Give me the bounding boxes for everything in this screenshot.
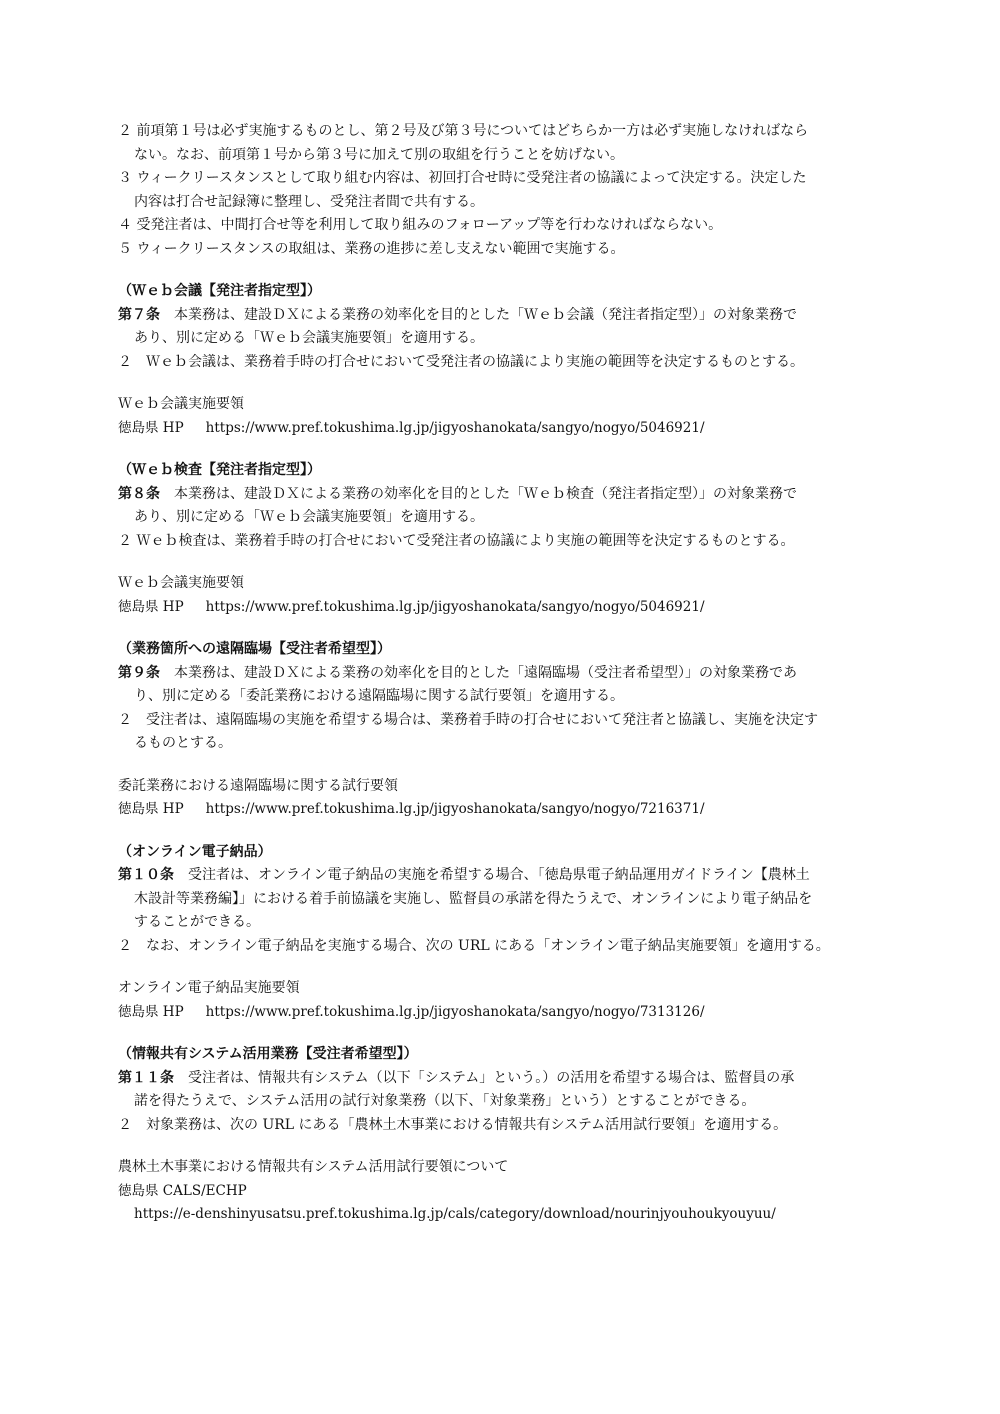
article-8-label: 第８条	[118, 485, 160, 502]
section-heading-web-meeting: （Ｗｅｂ会議【発注者指定型】）	[118, 283, 321, 299]
reference-title-remote-attendance: 委託業務における遠隔臨場に関する試行要領	[118, 777, 398, 794]
document-page	[118, 120, 888, 1227]
paragraph-4: ４ 受発注者は、中間打合せ等を利用して取り組みのフォローアップ等を行わなければならない。	[118, 217, 723, 233]
section-heading-web-inspection: （Ｗｅｂ検査【発注者指定型】）	[118, 462, 321, 478]
paragraph-2-line-1: ２ 前項第１号は必ず実施するものとし、第２号及び第３号についてはどちらか一方は必ず実施しなければなら	[118, 123, 809, 139]
reference-title-web-inspection: Ｗｅｂ会議実施要領	[118, 575, 244, 591]
reference-url-info-sharing[interactable]: https://e-denshinyusatsu.pref.tokushima.lg.jp/cals/category/download/nourinjyouhoukyouyuu/	[134, 1206, 776, 1222]
section-heading-remote-attendance: （業務箇所への遠隔臨場【受注者希望型】）	[118, 641, 391, 657]
article-10-label: 第１０条	[118, 867, 174, 883]
article-11-text-1: 受注者は、情報共有システム（以下「システム」という。）の活用を希望する場合は、監督員の承	[174, 1069, 795, 1086]
article-11-label: 第１１条	[118, 1069, 174, 1086]
article-10-line-1	[118, 864, 888, 888]
article-10-line-2: 木設計等業務編】」における着手前協議を実施し、監督員の承諾を得たうえで、オンラインにより電子納品を	[134, 890, 813, 907]
article-7-paragraph-2: ２ Ｗｅｂ会議は、業務着手時の打合せにおいて受発注者の協議により実施の範囲等を決定するものとする。	[118, 353, 804, 370]
reference-line-web-meeting	[118, 417, 888, 441]
article-8-paragraph-2: ２ Ｗｅｂ検査は、業務着手時の打合せにおいて受発注者の協議により実施の範囲等を決定するものとする。	[118, 532, 795, 549]
article-9-text-1: 本業務は、建設ＤＸによる業務の効率化を目的とした「遠隔臨場（受注者希望型）」の対象業務であ	[160, 664, 797, 681]
reference-line-remote-attendance	[118, 798, 888, 822]
reference-url[interactable]: https://www.pref.tokushima.lg.jp/jigyoshanokata/sangyo/nogyo/5046921/	[205, 419, 705, 436]
article-10-text-1: 受注者は、オンライン電子納品の実施を希望する場合、「徳島県電子納品運用ガイドライン【農林土	[174, 867, 810, 883]
reference-line-online-delivery	[118, 1001, 888, 1025]
reference-title-info-sharing: 農林土木事業における情報共有システム活用試行要領について	[118, 1159, 509, 1175]
article-11-line-1	[118, 1067, 888, 1091]
section-heading-online-delivery: （オンライン電子納品）	[118, 843, 272, 860]
paragraph-3-line-1: ３ ウィークリースタンスとして取り組む内容は、初回打合せ時に受発注者の協議によって決定する。決定した	[118, 170, 807, 186]
article-8-line-2: あり、別に定める「Ｗｅｂ会議実施要領」を適用する。	[134, 509, 484, 525]
article-9-line-1	[118, 662, 888, 686]
article-11-paragraph-2: ２ 対象業務は、次の URL にある「農林土木事業における情報共有システム活用試行要領」を適用する。	[118, 1116, 788, 1133]
paragraph-5: ５ ウィークリースタンスの取組は、業務の進捗に差し支えない範囲で実施する。	[118, 240, 625, 257]
reference-site-info-sharing: 徳島県 CALS/ECHP	[118, 1182, 247, 1199]
reference-url[interactable]: https://www.pref.tokushima.lg.jp/jigyoshanokata/sangyo/nogyo/7313126/	[205, 1003, 705, 1020]
article-7-line-1	[118, 304, 888, 328]
article-7-text-1: 本業務は、建設ＤＸによる業務の効率化を目的とした「Ｗｅｂ会議（発注者指定型）」の対象業務で	[160, 306, 797, 323]
paragraph-3-line-2: 内容は打合せ記録簿に整理し、受発注者間で共有する。	[134, 193, 484, 210]
article-9-line-2: り、別に定める「委託業務における遠隔臨場に関する試行要領」を適用する。	[134, 688, 624, 704]
reference-site: 徳島県 HP	[118, 419, 184, 436]
reference-site: 徳島県 HP	[118, 801, 184, 817]
article-11-line-2: 諾を得たうえで、システム活用の試行対象業務（以下、「対象業務」という）とすることができる。	[134, 1093, 756, 1109]
reference-title-web-meeting: Ｗｅｂ会議実施要領	[118, 396, 244, 412]
reference-url[interactable]: https://www.pref.tokushima.lg.jp/jigyoshanokata/sangyo/nogyo/7216371/	[205, 801, 705, 817]
reference-title-online-delivery: オンライン電子納品実施要領	[118, 980, 300, 996]
section-heading-info-sharing: （情報共有システム活用業務【受注者希望型】）	[118, 1046, 418, 1062]
article-8-text-1: 本業務は、建設ＤＸによる業務の効率化を目的とした「Ｗｅｂ検査（発注者指定型）」の対象業務で	[160, 485, 797, 502]
reference-site: 徳島県 HP	[118, 598, 184, 615]
article-8-line-1	[118, 483, 888, 507]
article-10-paragraph-2: ２ なお、オンライン電子納品を実施する場合、次の URL にある「オンライン電子納品実施要領」を適用する。	[118, 937, 830, 954]
reference-line-web-inspection	[118, 596, 888, 620]
article-7-line-2: あり、別に定める「Ｗｅｂ会議実施要領」を適用する。	[134, 330, 484, 346]
article-9-paragraph-2-line-1: ２ 受注者は、遠隔臨場の実施を希望する場合は、業務着手時の打合せにおいて発注者と協議し、実施を決定す	[118, 711, 818, 728]
paragraph-2-line-2: ない。なお、前項第１号から第３号に加えて別の取組を行うことを妨げない。	[134, 146, 624, 163]
reference-site: 徳島県 HP	[118, 1003, 184, 1020]
article-10-line-3: することができる。	[134, 914, 260, 930]
article-9-label: 第９条	[118, 664, 160, 681]
article-9-paragraph-2-line-2: るものとする。	[134, 735, 232, 751]
article-7-label: 第７条	[118, 306, 160, 323]
reference-url[interactable]: https://www.pref.tokushima.lg.jp/jigyoshanokata/sangyo/nogyo/5046921/	[205, 598, 705, 615]
